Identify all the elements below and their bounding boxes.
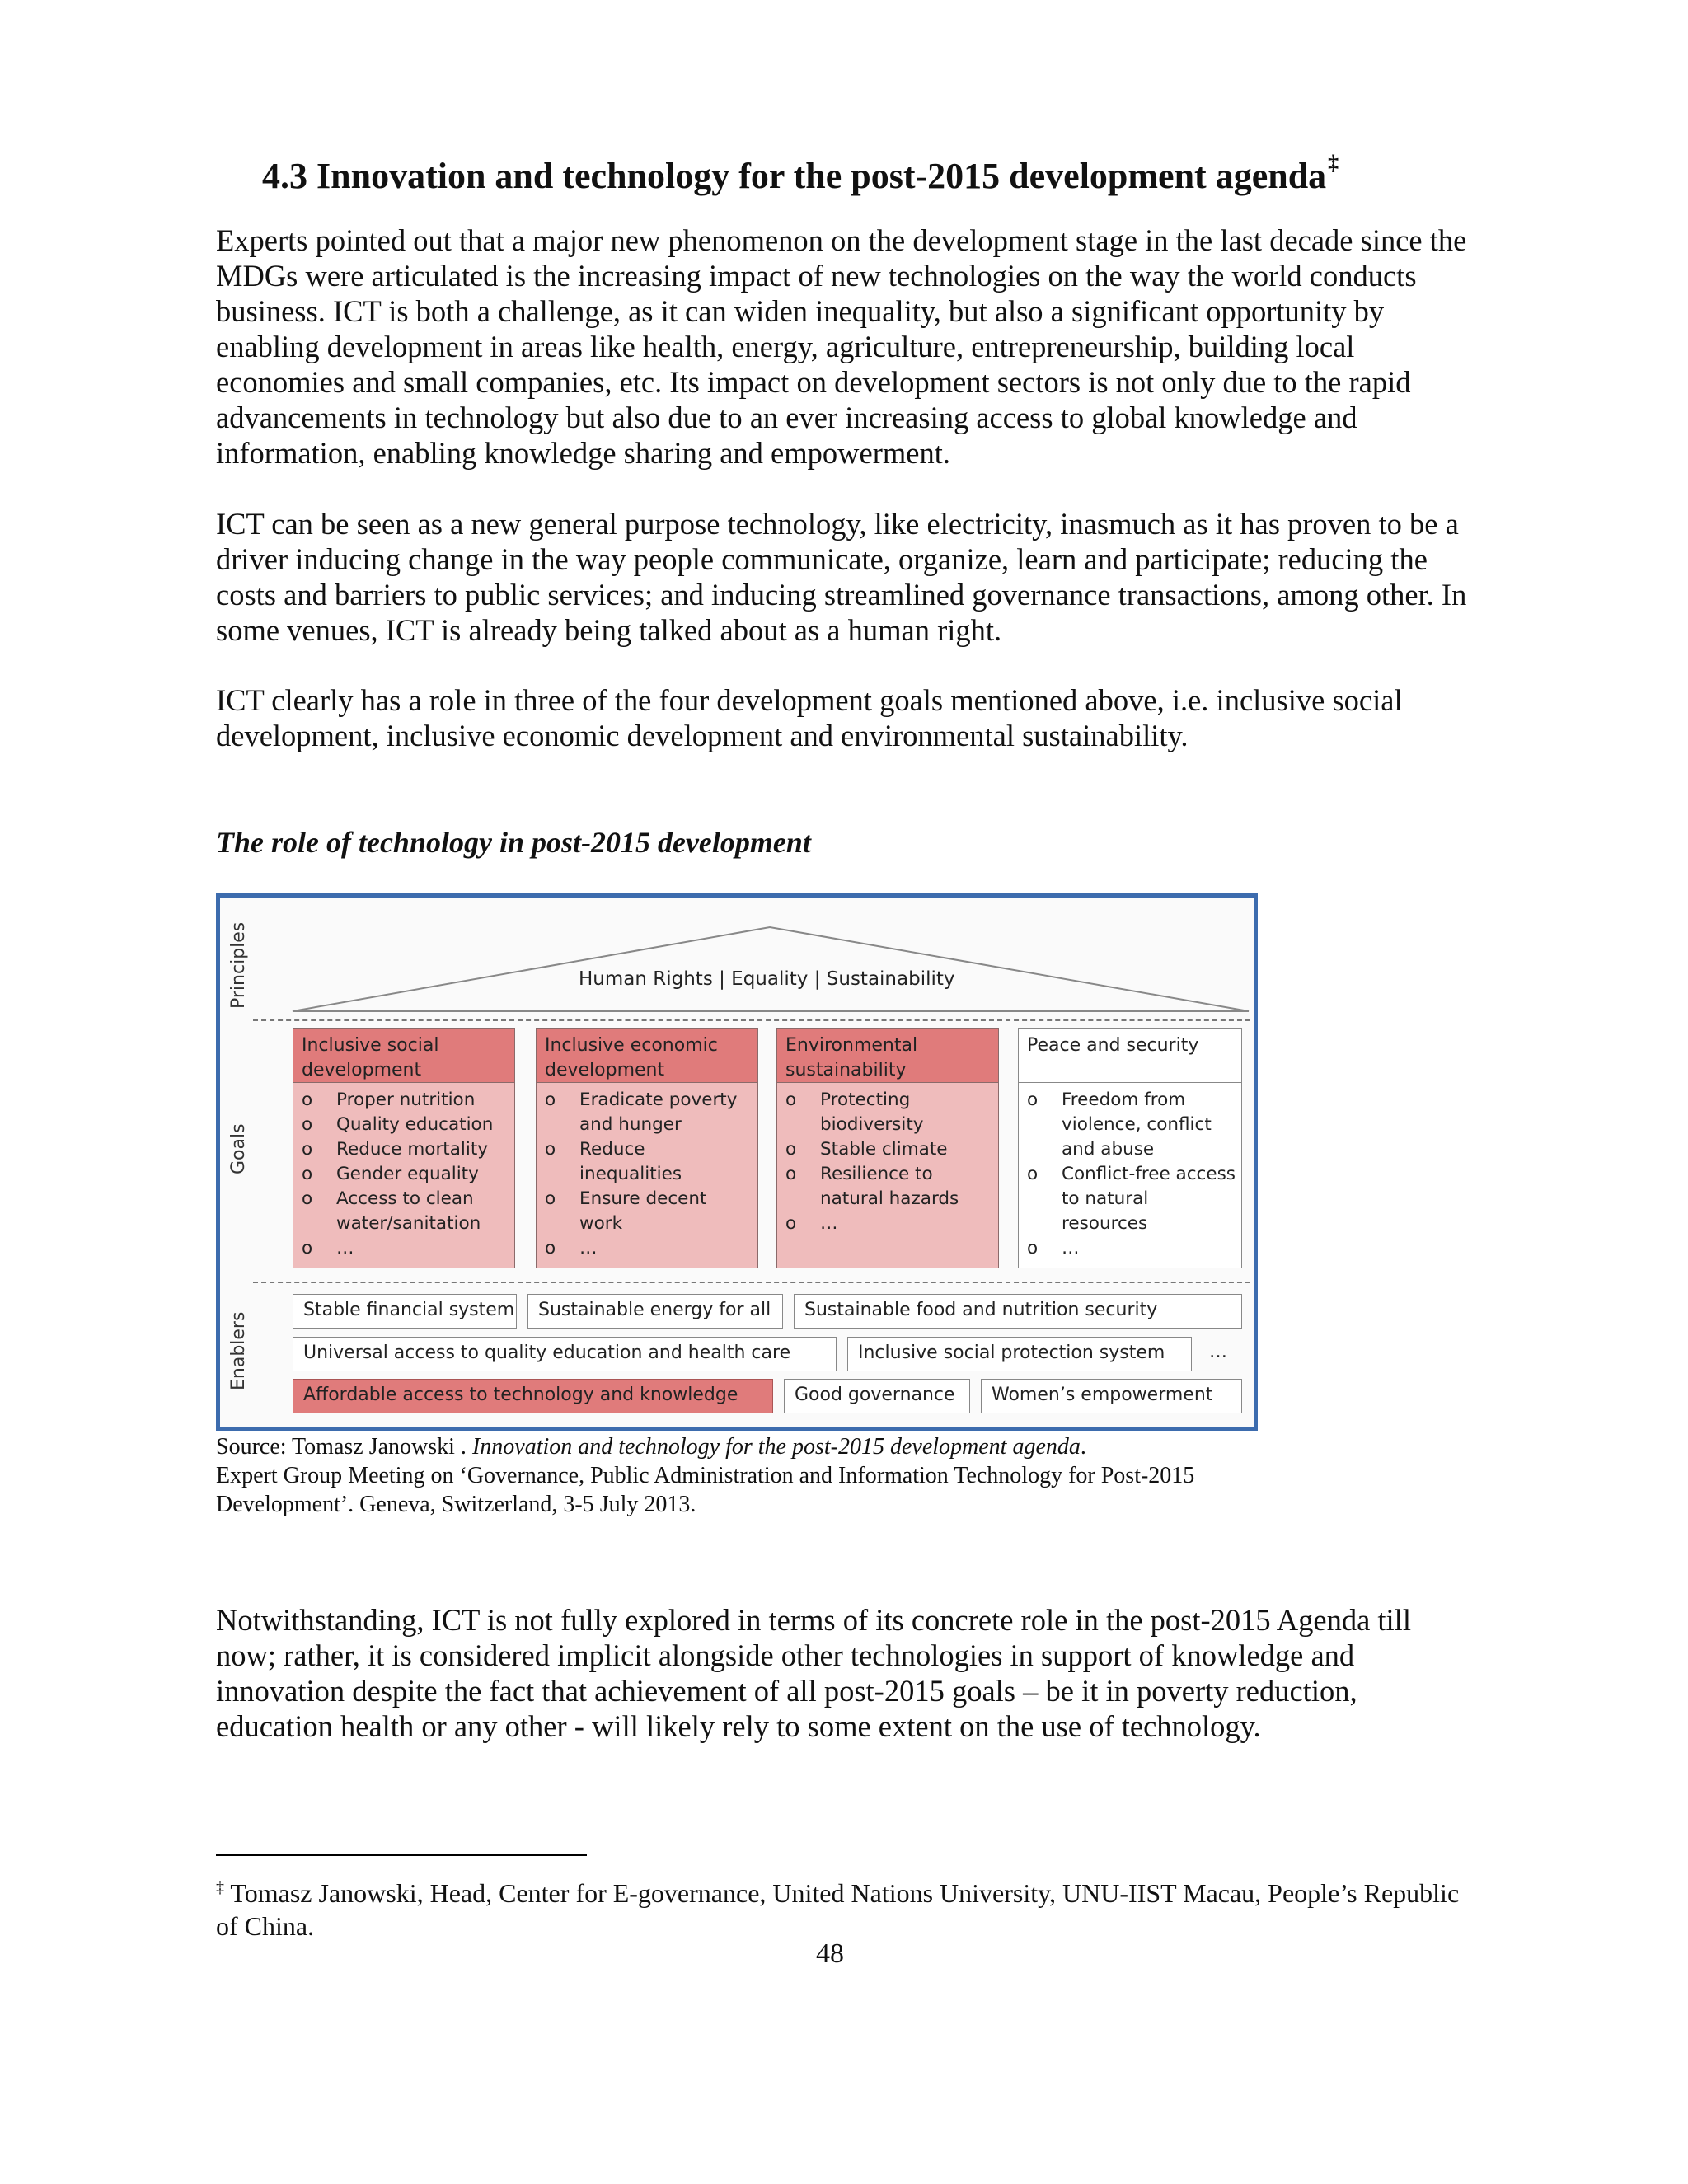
figure-source	[216, 1432, 1370, 1519]
enabler-box-highlighted: Affordable access to technology and knowledge	[293, 1379, 773, 1413]
goal-inclusive-social	[293, 1028, 515, 1268]
goal-items	[1019, 1083, 1241, 1261]
goal-title: Inclusive social development	[293, 1029, 514, 1083]
bullet-icon: o	[545, 1139, 556, 1160]
enabler-box: Good governance	[784, 1379, 970, 1413]
goal-item: o Eradicate poverty and hunger	[545, 1090, 738, 1135]
bullet-icon: o	[785, 1090, 797, 1110]
goal-item: o …	[785, 1212, 993, 1236]
bullet-icon: o	[302, 1188, 313, 1209]
goal-items	[777, 1083, 998, 1236]
row-label-principles: Principles	[228, 921, 249, 1009]
figure-diagram	[216, 893, 1258, 1431]
goal-item: o Access to clean water/sanitation	[302, 1188, 481, 1234]
footnote	[216, 1871, 1485, 1943]
goal-title: Inclusive economic development	[537, 1029, 757, 1083]
bullet-icon: o	[545, 1188, 556, 1209]
goal-items	[293, 1083, 514, 1261]
paragraph-2: ICT can be seen as a new general purpose technology, like electricity, inasmuch as it has proven to be a driver inducing change in the way people communicate, organize, learn and participate; reducing the costs and barriers to public services; and inducing streamlined governance transactions, among other. In some venues, ICT is already being talked about as a human right.	[216, 507, 1467, 647]
goal-title: Environmental sustainability	[777, 1029, 998, 1083]
row-label-goals: Goals	[228, 1123, 249, 1174]
bullet-icon: o	[302, 1114, 313, 1135]
page-number: 48	[816, 1938, 844, 1969]
source-line-2: Expert Group Meeting on ‘Governance, Public Administration and Information Technology for Post-2015	[216, 1463, 1195, 1488]
paragraph-3: ICT clearly has a role in three of the four development goals mentioned above, i.e. inclusive social development, inclusive economic development and environmental sustainability.	[216, 683, 1403, 752]
enabler-box: Sustainable food and nutrition security	[794, 1294, 1242, 1329]
goal-item: o Conflict-free access to natural resources	[1027, 1164, 1236, 1234]
bullet-icon: o	[785, 1164, 797, 1184]
footnote-reference-mark[interactable]: ‡	[1328, 151, 1339, 175]
enabler-box: Sustainable energy for all	[528, 1294, 783, 1329]
goal-item: o …	[1027, 1236, 1236, 1261]
bullet-icon: o	[785, 1213, 797, 1234]
bullet-icon: o	[302, 1090, 313, 1110]
goal-environmental	[776, 1028, 999, 1268]
enabler-box: Stable financial system	[293, 1294, 517, 1329]
footnote-separator	[216, 1854, 587, 1856]
bullet-icon: o	[1027, 1090, 1039, 1110]
goal-item: o Reduce inequalities	[545, 1139, 682, 1184]
bullet-icon: o	[785, 1139, 797, 1160]
goal-item: o Quality education	[302, 1113, 509, 1137]
principles-text: Human Rights | Equality | Sustainability	[579, 968, 955, 990]
row-label-enablers: Enablers	[228, 1311, 249, 1390]
goal-peace-security	[1018, 1028, 1242, 1268]
source-title: Innovation and technology for the post-2015 development agenda	[471, 1434, 1081, 1460]
bullet-icon: o	[1027, 1238, 1039, 1258]
divider-goals-enablers	[253, 1282, 1250, 1283]
goal-item: o Resilience to natural hazards	[785, 1164, 959, 1209]
source-line-1: Source: Tomasz Janowski . Innovation and technology for the post-2015 development agenda.	[216, 1434, 1086, 1460]
divider-principles-goals	[253, 1019, 1250, 1021]
goal-item: o Reduce mortality	[302, 1137, 509, 1162]
bullet-icon: o	[302, 1164, 313, 1184]
section-heading	[262, 140, 1498, 199]
goal-inclusive-economic	[536, 1028, 758, 1268]
bullet-icon: o	[545, 1238, 556, 1258]
bullet-icon: o	[302, 1238, 313, 1258]
goal-items	[537, 1083, 757, 1261]
goal-title: Peace and security	[1019, 1029, 1241, 1083]
bullet-icon: o	[545, 1090, 556, 1110]
paragraph-1: Experts pointed out that a major new phenomenon on the development stage in the last decade since the MDGs were articulated is the increasing impact of new technologies on the way the world conducts business. ICT is both a challenge, as it can widen inequality, but also a significant opportunity by enabling development in areas like health, energy, agriculture, entrepreneurship, building local economies and small companies, etc. Its impact on development sectors is not only due to the rapid advancements in technology but also due to an ever increasing access to global knowledge and information, enabling knowledge sharing and empowerment.	[216, 223, 1467, 470]
goal-item: o Gender equality	[302, 1162, 509, 1187]
figure-title: The role of technology in post-2015 development	[216, 826, 811, 859]
source-line-3: Development’. Geneva, Switzerland, 3-5 July 2013.	[216, 1492, 696, 1517]
footnote-mark: ‡	[216, 1878, 224, 1896]
paragraph-4: Notwithstanding, ICT is not fully explored in terms of its concrete role in the post-2015 Agenda till now; rather, it is considered implicit alongside other technologies in support of knowledge and innovation despite the fact that achievement of all post-2015 goals – be it in poverty reduction, education health or any other - will likely rely to some extent on the use of technology.	[216, 1603, 1411, 1743]
enabler-box: Inclusive social protection system	[847, 1337, 1192, 1371]
goal-item: o Ensure decent work	[545, 1188, 707, 1234]
goal-item: o Protecting biodiversity	[785, 1090, 924, 1135]
enablers-more: …	[1209, 1342, 1227, 1362]
goal-item: o …	[545, 1236, 753, 1261]
enabler-box: Universal access to quality education and health care	[293, 1337, 837, 1371]
goal-item: o …	[302, 1236, 509, 1261]
bullet-icon: o	[302, 1139, 313, 1160]
bullet-icon: o	[1027, 1164, 1039, 1184]
section-heading-text: 4.3 Innovation and technology for the post-2015 development agenda	[262, 156, 1327, 196]
goal-item: o Stable climate	[785, 1137, 993, 1162]
goal-item: o Freedom from violence, conflict and abuse	[1027, 1090, 1212, 1160]
enabler-box: Women’s empowerment	[981, 1379, 1242, 1413]
goal-item: o Proper nutrition	[302, 1088, 509, 1113]
footnote-text: Tomasz Janowski, Head, Center for E-governance, United Nations University, UNU-IIST Macau, People’s Republic of China.	[216, 1878, 1460, 1941]
